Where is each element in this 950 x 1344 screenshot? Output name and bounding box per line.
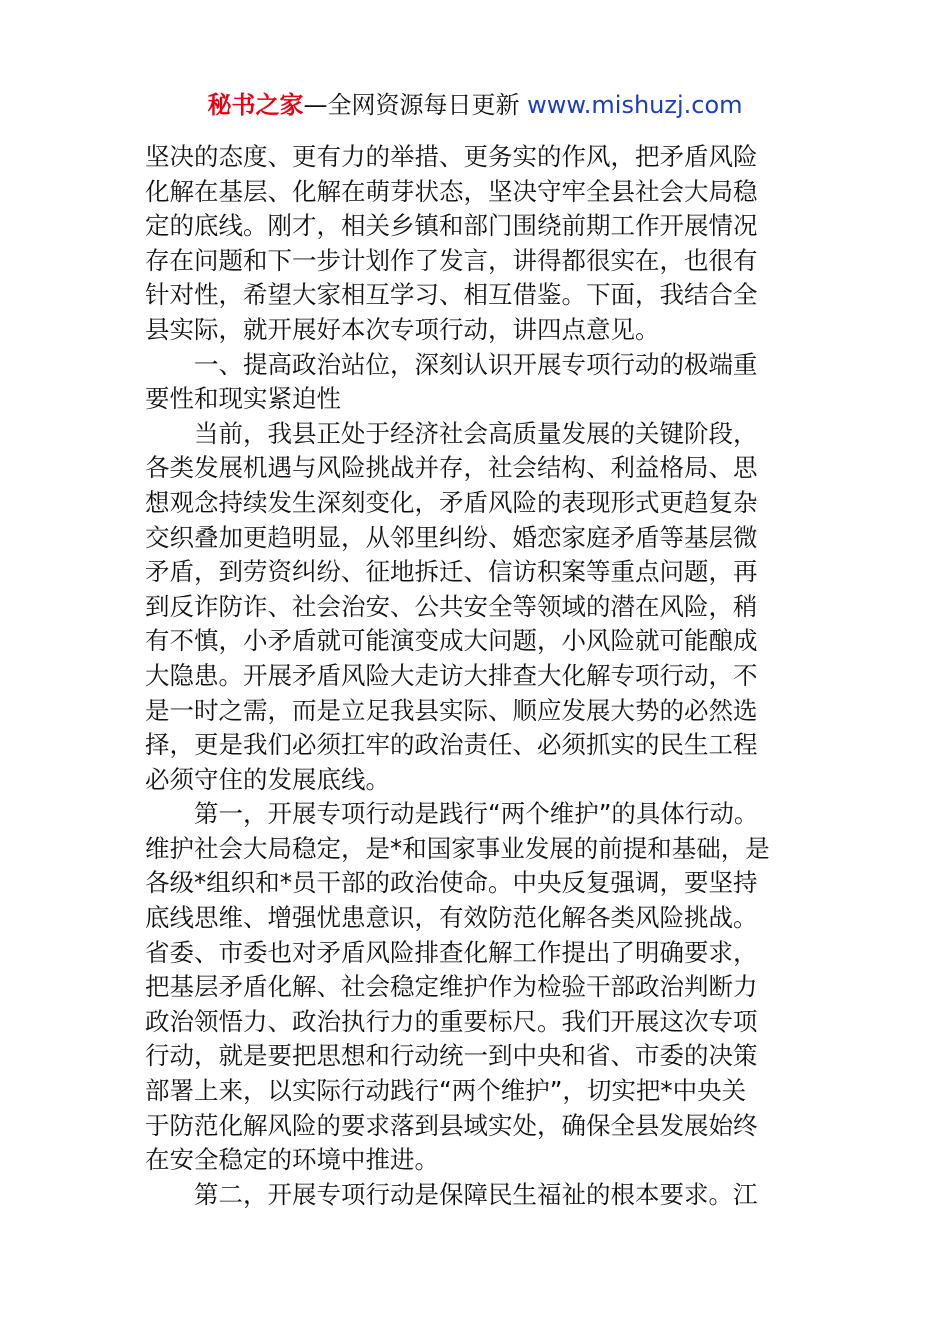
text-line: 择，更是我们必须扛牢的政治责任、必须抓实的民生工程	[145, 730, 758, 760]
text-line: 想观念持续发生深刻变化，矛盾风险的表现形式更趋复杂	[145, 487, 758, 517]
text-line: 省委、市委也对矛盾风险排查化解工作提出了明确要求，	[145, 937, 758, 967]
text-line: 各类发展机遇与风险挑战并存，社会结构、利益格局、思	[145, 453, 758, 483]
text-line: 必须守住的发展底线。	[145, 764, 390, 794]
document-body	[145, 140, 817, 1212]
text-line: 交织叠加更趋明显，从邻里纠纷、婚恋家庭矛盾等基层微	[145, 522, 758, 552]
section-heading-continued: 要性和现实紧迫性	[145, 384, 341, 414]
text-line: 定的底线。刚才，相关乡镇和部门围绕前期工作开展情况	[145, 211, 758, 241]
text-line: 把基层矛盾化解、社会稳定维护作为检验干部政治判断力	[145, 972, 758, 1002]
text-line: 政治领悟力、政治执行力的重要标尺。我们开展这次专项	[145, 1006, 758, 1036]
text-line: 到反诈防诈、社会治安、公共安全等领域的潜在风险，稍	[145, 591, 758, 621]
text-line: 底线思维、增强忧患意识，有效防范化解各类风险挑战。	[145, 903, 758, 933]
text-line: 于防范化解风险的要求落到县域实处，确保全县发展始终	[145, 1110, 758, 1140]
page-header	[0, 88, 950, 122]
text-line: 各级*组织和*员干部的政治使命。中央反复强调，要坚持	[145, 868, 758, 898]
text-line: 是一时之需，而是立足我县实际、顺应发展大势的必然选	[145, 695, 758, 725]
website-link[interactable]: www.mishuzj.com	[527, 91, 743, 119]
text-line: 矛盾，到劳资纠纷、征地拆迁、信访积案等重点问题，再	[145, 557, 758, 587]
text-line: 存在问题和下一步计划作了发言，讲得都很实在，也很有	[145, 245, 758, 275]
text-line: 维护社会大局稳定，是*和国家事业发展的前提和基础，是	[145, 833, 770, 863]
text-line: 坚决的态度、更有力的举措、更务实的作风，把矛盾风险	[145, 142, 758, 171]
header-slogan: —全网资源每日更新	[303, 91, 528, 119]
text-line: 县实际，就开展好本次专项行动，讲四点意见。	[145, 314, 660, 344]
paragraph-start: 第一，开展专项行动是践行“两个维护”的具体行动。	[194, 799, 759, 829]
paragraph-start: 第二，开展专项行动是保障民生福祉的根本要求。江	[194, 1179, 758, 1209]
text-line: 在安全稳定的环境中推进。	[145, 1145, 439, 1175]
section-heading: 一、提高政治站位，深刻认识开展专项行动的极端重	[194, 349, 758, 379]
brand-name: 秘书之家	[207, 91, 304, 119]
text-line: 化解在基层、化解在萌芽状态，坚决守牢全县社会大局稳	[145, 176, 758, 206]
text-line: 部署上来，以实际行动践行“两个维护”，切实把*中央关	[145, 1076, 747, 1106]
text-line: 大隐患。开展矛盾风险大走访大排查大化解专项行动，不	[145, 660, 758, 690]
text-line: 行动，就是要把思想和行动统一到中央和省、市委的决策	[145, 1041, 758, 1071]
text-line: 针对性，希望大家相互学习、相互借鉴。下面，我结合全	[145, 280, 758, 310]
text-line: 有不慎，小矛盾就可能演变成大问题，小风险就可能酿成	[145, 626, 758, 656]
paragraph-start: 当前，我县正处于经济社会高质量发展的关键阶段，	[194, 418, 758, 448]
